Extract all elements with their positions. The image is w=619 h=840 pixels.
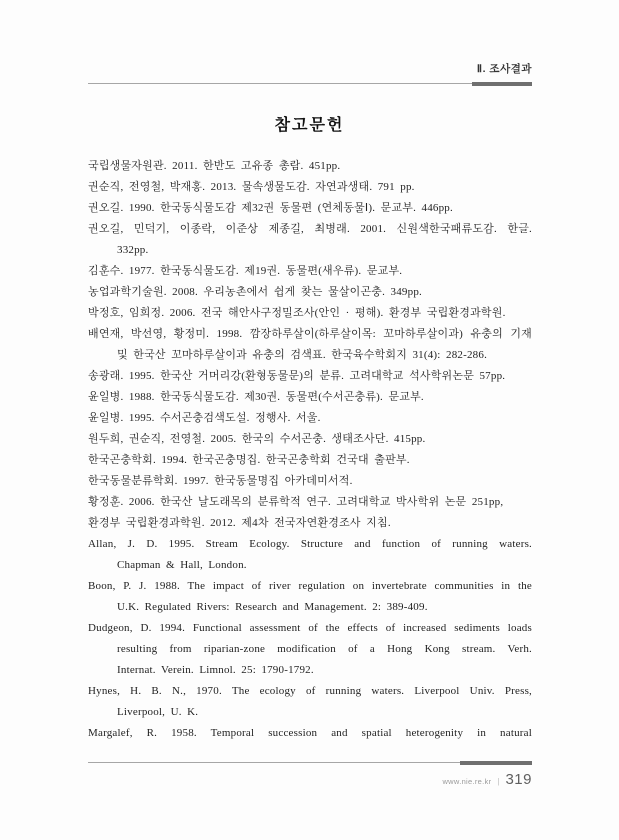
reference-line: 권오길. 1990. 한국동식물도감 제32권 동물편 (연체동물Ⅰ). 문교부. 446pp.: [88, 202, 453, 214]
footer-page-number: 319: [505, 771, 532, 788]
reference-line: Internat. Verein. Limnol. 25: 1790-1792.: [117, 664, 314, 676]
reference-entry: [88, 177, 532, 198]
reference-line: 윤일병. 1995. 수서곤충검색도설. 정행사. 서울.: [88, 412, 321, 424]
reference-line: 박정호, 임희정. 2006. 전국 해안사구정밀조사(안인 · 평해). 환경부 국립환경과학원.: [88, 307, 506, 319]
reference-line: 및 한국산 꼬마하루살이과 유충의 검색표. 한국육수학회지 31(4): 282-286.: [117, 349, 488, 361]
footer-rule-accent: [460, 761, 532, 765]
reference-line: 배연재, 박선영, 황정미. 1998. 깜장하루살이(하루살이목: 꼬마하루살이과) 유충의 기재: [88, 328, 532, 340]
reference-entry: [88, 471, 532, 492]
header-rule-accent: [472, 82, 532, 86]
reference-line: 송광래. 1995. 한국산 거머리강(환형동물문)의 분류. 고려대학교 석사학위논문 57pp.: [88, 370, 506, 382]
reference-entry: [88, 156, 532, 177]
reference-line: Hynes, H. B. N., 1970. The ecology of running waters. Liverpool Univ. Press,: [88, 685, 532, 697]
reference-line: 권순직, 전영철, 박재홍. 2013. 물속생물도감. 자연과생태. 791 pp.: [88, 181, 415, 193]
reference-line: 농업과학기술원. 2008. 우리농촌에서 쉽게 찾는 물살이곤충. 349pp.: [88, 286, 422, 298]
reference-line: 국립생물자원관. 2011. 한반도 고유종 총람. 451pp.: [88, 160, 341, 172]
reference-entry: [88, 723, 532, 744]
reference-entry: [88, 303, 532, 324]
reference-line: 한국동물분류학회. 1997. 한국동물명집 아카데미서적.: [88, 475, 353, 487]
reference-entry: [88, 366, 532, 387]
page-title: 참고문헌: [274, 117, 345, 134]
reference-entry: [88, 450, 532, 471]
reference-entry: [88, 576, 532, 618]
reference-entry: [88, 219, 532, 261]
reference-entry: [88, 282, 532, 303]
footer-website: www.nie.re.kr: [442, 777, 492, 786]
reference-entry: [88, 534, 532, 576]
footer-separator: |: [497, 777, 500, 786]
footer-rule: [88, 762, 532, 763]
reference-entry: [88, 492, 532, 513]
reference-line: resulting from riparian-zone modification of a Hong Kong stream. Verh.: [117, 643, 532, 655]
reference-entry: [88, 387, 532, 408]
reference-line: 황정훈. 2006. 한국산 날도래목의 분류학적 연구. 고려대학교 박사학위 논문 251pp,: [88, 496, 504, 508]
header-rule: [88, 83, 532, 84]
reference-line: Liverpool, U. K.: [117, 706, 199, 718]
reference-entry: [88, 429, 532, 450]
reference-entry: [88, 618, 532, 681]
header-section-label: Ⅱ. 조사결과: [476, 63, 532, 75]
reference-line: Chapman & Hall, London.: [117, 559, 247, 571]
reference-entry: [88, 198, 532, 219]
reference-line: 한국곤충학회. 1994. 한국곤충명집. 한국곤충학회 건국대 출판부.: [88, 454, 410, 466]
reference-line: 환경부 국립환경과학원. 2012. 제4차 전국자연환경조사 지침.: [88, 517, 391, 529]
reference-line: Allan, J. D. 1995. Stream Ecology. Structure and function of running waters.: [88, 538, 532, 550]
reference-entry: [88, 513, 532, 534]
reference-line: 윤일병. 1988. 한국동식물도감. 제30권. 동물편(수서곤충류). 문교부.: [88, 391, 424, 403]
reference-entry: [88, 324, 532, 366]
reference-line: U.K. Regulated Rivers: Research and Management. 2: 389-409.: [117, 601, 428, 613]
reference-line: Dudgeon, D. 1994. Functional assessment of the effects of increased sediments loads: [88, 622, 532, 634]
reference-line: 332pp.: [117, 244, 149, 256]
reference-line: Boon, P. J. 1988. The impact of river regulation on invertebrate communities in the: [88, 580, 532, 592]
page-footer: [442, 771, 532, 788]
reference-line: 권오길, 민덕기, 이종락, 이준상 제종길, 최병래. 2001. 신원색한국패류도감. 한글.: [88, 223, 532, 235]
reference-entry: [88, 408, 532, 429]
reference-list: [88, 156, 532, 744]
reference-entry: [88, 261, 532, 282]
reference-line: 원두희, 권순직, 전영철. 2005. 한국의 수서곤충. 생태조사단. 415pp.: [88, 433, 426, 445]
reference-line: Margalef, R. 1958. Temporal succession and spatial heterogenity in natural: [88, 727, 532, 739]
reference-entry: [88, 681, 532, 723]
reference-line: 김훈수. 1977. 한국동식물도감. 제19권. 동물편(새우류). 문교부.: [88, 265, 403, 277]
